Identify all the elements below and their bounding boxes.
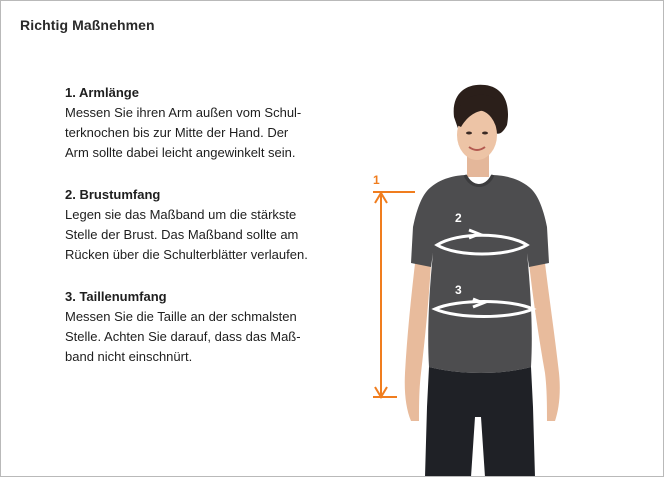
instructions <box>65 83 355 389</box>
section-text-line: Arm sollte dabei leicht angewinkelt sein. <box>65 145 296 160</box>
section-arm-length <box>65 83 355 163</box>
section-heading: 1. Armlänge <box>65 85 139 100</box>
section-text-line: Stelle. Achten Sie darauf, dass das Maß- <box>65 329 301 344</box>
section-heading: 3. Taillenumfang <box>65 289 167 304</box>
section-heading: 2. Brustumfang <box>65 187 161 202</box>
page-title: Richtig Maßnehmen <box>20 17 155 33</box>
model-illustration <box>361 77 591 477</box>
section-text-line: Legen sie das Maßband um die stärkste <box>65 207 297 222</box>
section-chest <box>65 185 355 265</box>
section-text-line: terknochen bis zur Mitte der Hand. Der <box>65 125 289 140</box>
marker-chest-number: 2 <box>455 211 462 225</box>
section-waist <box>65 287 355 367</box>
marker-waist-number: 3 <box>455 283 462 297</box>
section-text-line: Messen Sie die Taille an der schmalsten <box>65 309 297 324</box>
section-text-line: Rücken über die Schulterblätter verlaufen. <box>65 247 308 262</box>
section-text-line: Messen Sie ihren Arm außen vom Schul- <box>65 105 302 120</box>
section-text-line: band nicht einschnürt. <box>65 349 193 364</box>
marker-arm-number: 1 <box>373 173 380 187</box>
section-text-line: Stelle der Brust. Das Maßband sollte am <box>65 227 299 242</box>
measurement-figure <box>361 77 591 477</box>
